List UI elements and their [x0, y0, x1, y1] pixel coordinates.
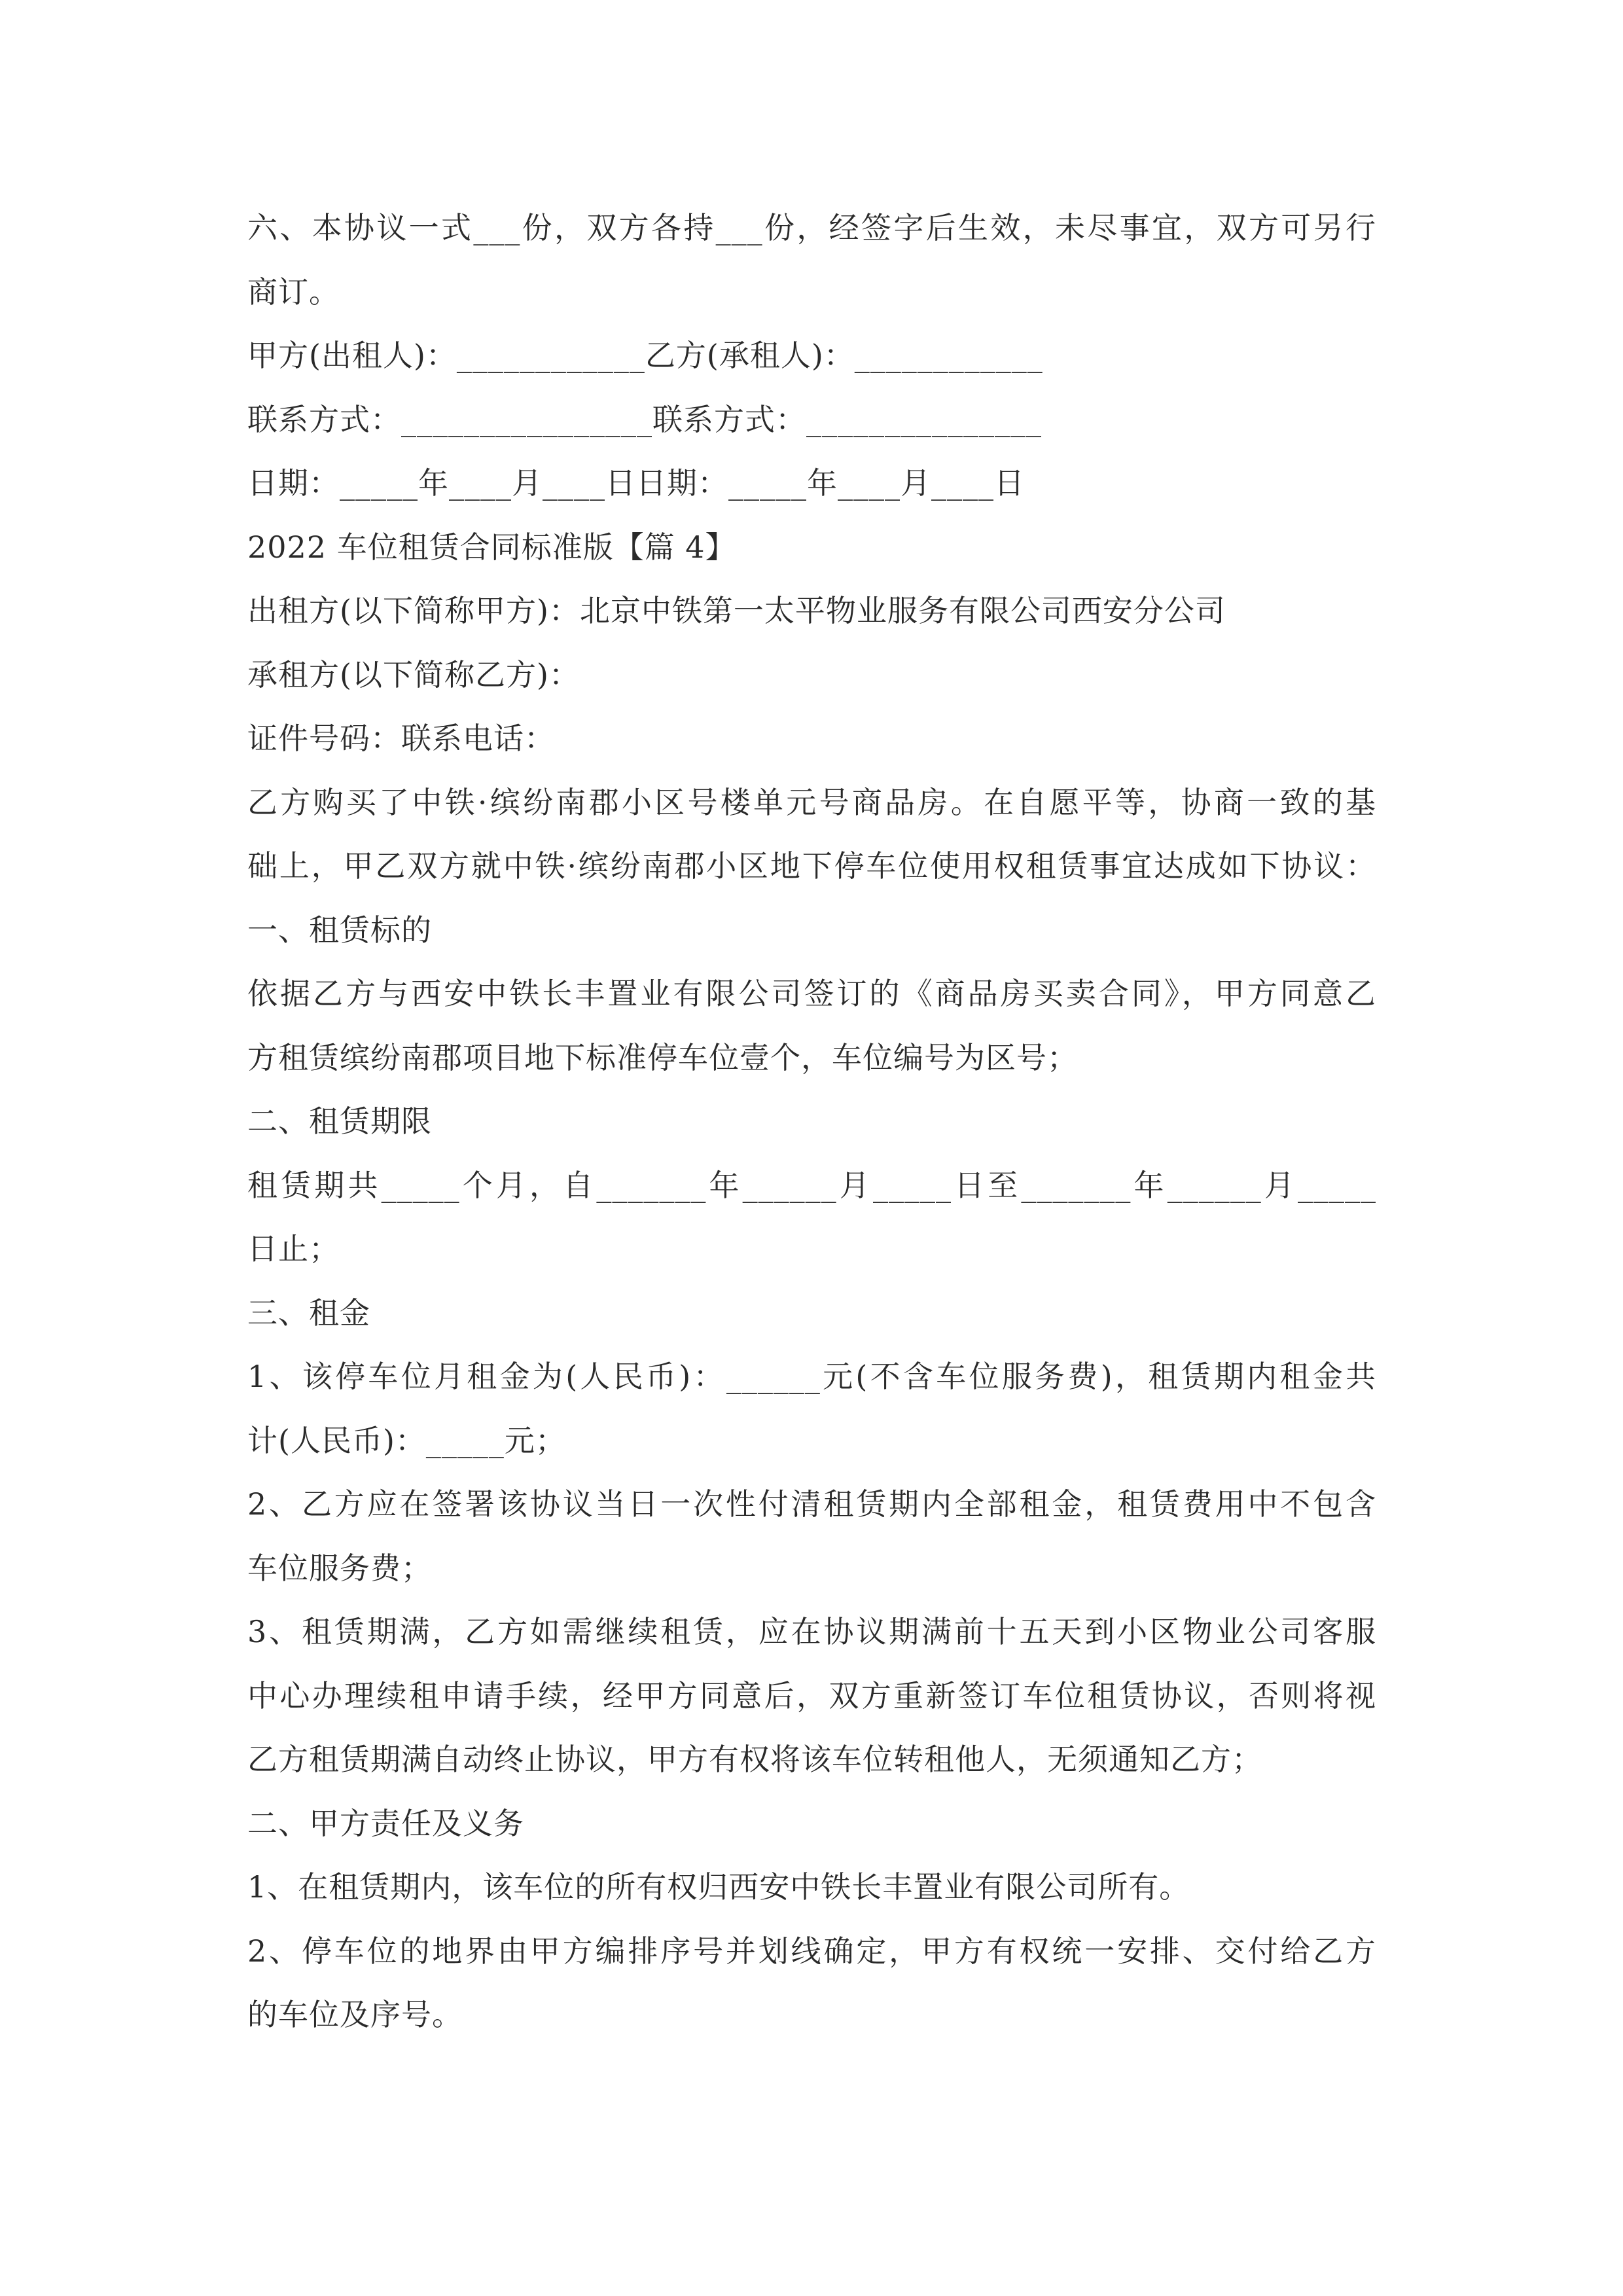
- text-line: 1、在租赁期内，该车位的所有权归西安中铁长丰置业有限公司所有。: [247, 1869, 1190, 1905]
- section-heading: 三、租金: [247, 1295, 370, 1331]
- text-line: 出租方(以下简称甲方)：北京中铁第一太平物业服务有限公司西安分公司: [247, 593, 1226, 628]
- text-line: 乙方租赁期满自动终止协议，甲方有权将该车位转租他人，无须通知乙方；: [247, 1742, 1262, 1777]
- text-line: 日止；: [247, 1231, 340, 1266]
- text-line: 车位服务费；: [247, 1550, 432, 1586]
- section-heading: 二、租赁期限: [247, 1103, 432, 1139]
- text-line: 六、本协议一式___份，双方各持___份，经签字后生效，未尽事宜，双方可另行: [247, 210, 1376, 245]
- document-body: [247, 196, 1376, 2047]
- text-line: 2、乙方应在签署该协议当日一次性付清租赁期内全部租金，租赁费用中不包含: [247, 1486, 1376, 1522]
- text-line: 依据乙方与西安中铁长丰置业有限公司签订的《商品房买卖合同》，甲方同意乙: [247, 976, 1376, 1011]
- text-line: 2、停车位的地界由甲方编排序号并划线确定，甲方有权统一安排、交付给乙方: [247, 1933, 1376, 1969]
- text-line: 租赁期共_____个月，自_______年______月_____日至_______年______月_____: [247, 1167, 1376, 1203]
- text-line: 中心办理续租申请手续，经甲方同意后，双方重新签订车位租赁协议，否则将视: [247, 1677, 1376, 1713]
- section-title: 2022 车位租赁合同标准版【篇 4】: [247, 529, 736, 565]
- section-heading: 二、甲方责任及义务: [247, 1805, 524, 1841]
- text-line: 1、该停车位月租金为(人民币)：______元(不含车位服务费)，租赁期内租金共: [247, 1359, 1376, 1394]
- section-heading: 一、租赁标的: [247, 912, 432, 948]
- text-line: 承租方(以下简称乙方)：: [247, 656, 580, 692]
- text-line: 计(人民币)：_____元；: [247, 1422, 566, 1458]
- text-line: 甲方(出租人)：____________乙方(承租人)：____________: [247, 338, 1043, 373]
- text-line: 方租赁缤纷南郡项目地下标准停车位壹个，车位编号为区号；: [247, 1039, 1078, 1075]
- text-line: 乙方购买了中铁·缤纷南郡小区号楼单元号商品房。在自愿平等，协商一致的基: [247, 784, 1376, 820]
- text-line: 日期：_____年____月____日日期：_____年____月____日: [247, 465, 1025, 501]
- text-line: 3、租赁期满，乙方如需继续租赁，应在协议期满前十五天到小区物业公司客服: [247, 1614, 1376, 1649]
- text-line: 础上，甲乙双方就中铁·缤纷南郡小区地下停车位使用权租赁事宜达成如下协议：: [247, 848, 1376, 884]
- text-line: 的车位及序号。: [247, 1997, 463, 2032]
- text-line: 联系方式：________________联系方式：_______________: [247, 401, 1042, 437]
- text-line: 商订。: [247, 274, 340, 310]
- text-line: 证件号码：联系电话：: [247, 721, 555, 756]
